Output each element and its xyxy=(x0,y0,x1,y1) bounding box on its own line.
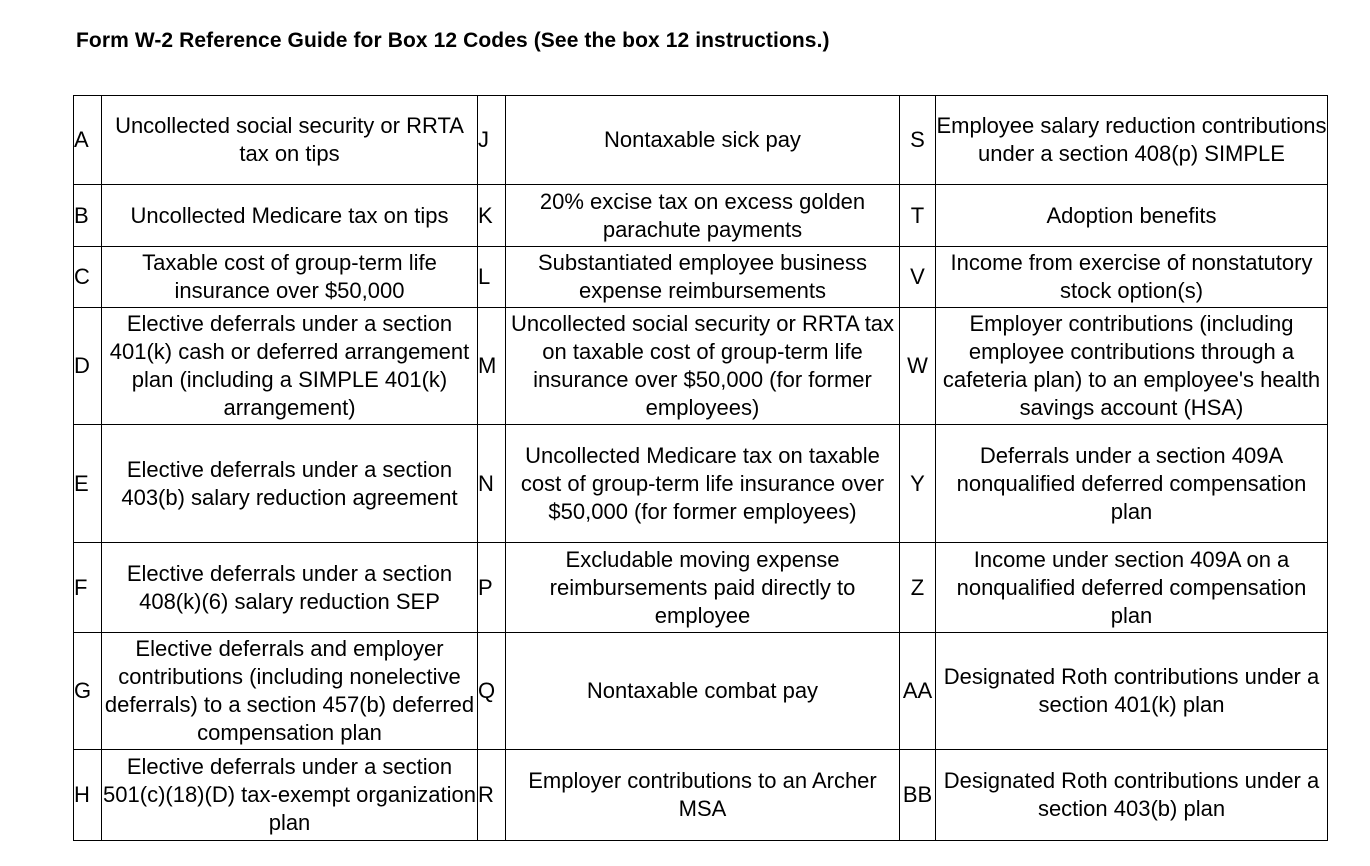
description-cell: Nontaxable sick pay xyxy=(506,96,900,185)
description-cell: Income under section 409A on a nonqualified deferred compensation plan xyxy=(936,543,1328,633)
description-cell: Substantiated employee business expense reimbursements xyxy=(506,247,900,308)
code-cell: Q xyxy=(478,633,506,750)
description-cell: Employee salary reduction contributions under a section 408(p) SIMPLE xyxy=(936,96,1328,185)
code-cell: S xyxy=(900,96,936,185)
description-cell: 20% excise tax on excess golden parachute payments xyxy=(506,185,900,247)
box12-codes-table xyxy=(73,95,1328,841)
code-cell: T xyxy=(900,185,936,247)
description-cell: Elective deferrals and employer contributions (including nonelective deferrals) to a section 457(b) deferred compensation plan xyxy=(102,633,478,750)
table-row xyxy=(74,425,1328,543)
description-cell: Elective deferrals under a section 401(k) cash or deferred arrangement plan (including a SIMPLE 401(k) arrangement) xyxy=(102,308,478,425)
description-cell: Adoption benefits xyxy=(936,185,1328,247)
table-row xyxy=(74,750,1328,841)
code-cell: P xyxy=(478,543,506,633)
code-cell: AA xyxy=(900,633,936,750)
description-cell: Employer contributions (including employee contributions through a cafeteria plan) to an employee's health savings account (HSA) xyxy=(936,308,1328,425)
page-title: Form W-2 Reference Guide for Box 12 Codes (See the box 12 instructions.) xyxy=(76,29,830,52)
code-cell: Y xyxy=(900,425,936,543)
description-cell: Income from exercise of nonstatutory stock option(s) xyxy=(936,247,1328,308)
code-cell: C xyxy=(74,247,102,308)
table-row xyxy=(74,308,1328,425)
description-cell: Elective deferrals under a section 408(k)(6) salary reduction SEP xyxy=(102,543,478,633)
code-cell: D xyxy=(74,308,102,425)
code-cell: A xyxy=(74,96,102,185)
description-cell: Taxable cost of group-term life insurance over $50,000 xyxy=(102,247,478,308)
code-cell: N xyxy=(478,425,506,543)
code-cell: R xyxy=(478,750,506,841)
code-cell: K xyxy=(478,185,506,247)
code-cell: BB xyxy=(900,750,936,841)
description-cell: Elective deferrals under a section 501(c)(18)(D) tax-exempt organization plan xyxy=(102,750,478,841)
code-cell: B xyxy=(74,185,102,247)
code-cell: E xyxy=(74,425,102,543)
table-row xyxy=(74,633,1328,750)
code-cell: M xyxy=(478,308,506,425)
code-cell: V xyxy=(900,247,936,308)
code-cell: W xyxy=(900,308,936,425)
table-row xyxy=(74,543,1328,633)
description-cell: Nontaxable combat pay xyxy=(506,633,900,750)
description-cell: Designated Roth contributions under a section 401(k) plan xyxy=(936,633,1328,750)
table-row xyxy=(74,96,1328,185)
description-cell: Uncollected Medicare tax on taxable cost of group-term life insurance over $50,000 (for former employees) xyxy=(506,425,900,543)
code-cell: H xyxy=(74,750,102,841)
code-cell: L xyxy=(478,247,506,308)
code-cell: J xyxy=(478,96,506,185)
description-cell: Uncollected Medicare tax on tips xyxy=(102,185,478,247)
description-cell: Elective deferrals under a section 403(b) salary reduction agreement xyxy=(102,425,478,543)
description-cell: Uncollected social security or RRTA tax on tips xyxy=(102,96,478,185)
description-cell: Employer contributions to an Archer MSA xyxy=(506,750,900,841)
description-cell: Uncollected social security or RRTA tax on taxable cost of group-term life insurance over $50,000 (for former employees) xyxy=(506,308,900,425)
table-row xyxy=(74,185,1328,247)
description-cell: Designated Roth contributions under a section 403(b) plan xyxy=(936,750,1328,841)
description-cell: Deferrals under a section 409A nonqualified deferred compensation plan xyxy=(936,425,1328,543)
description-cell: Excludable moving expense reimbursements paid directly to employee xyxy=(506,543,900,633)
table-row xyxy=(74,247,1328,308)
code-cell: G xyxy=(74,633,102,750)
code-cell: F xyxy=(74,543,102,633)
code-cell: Z xyxy=(900,543,936,633)
